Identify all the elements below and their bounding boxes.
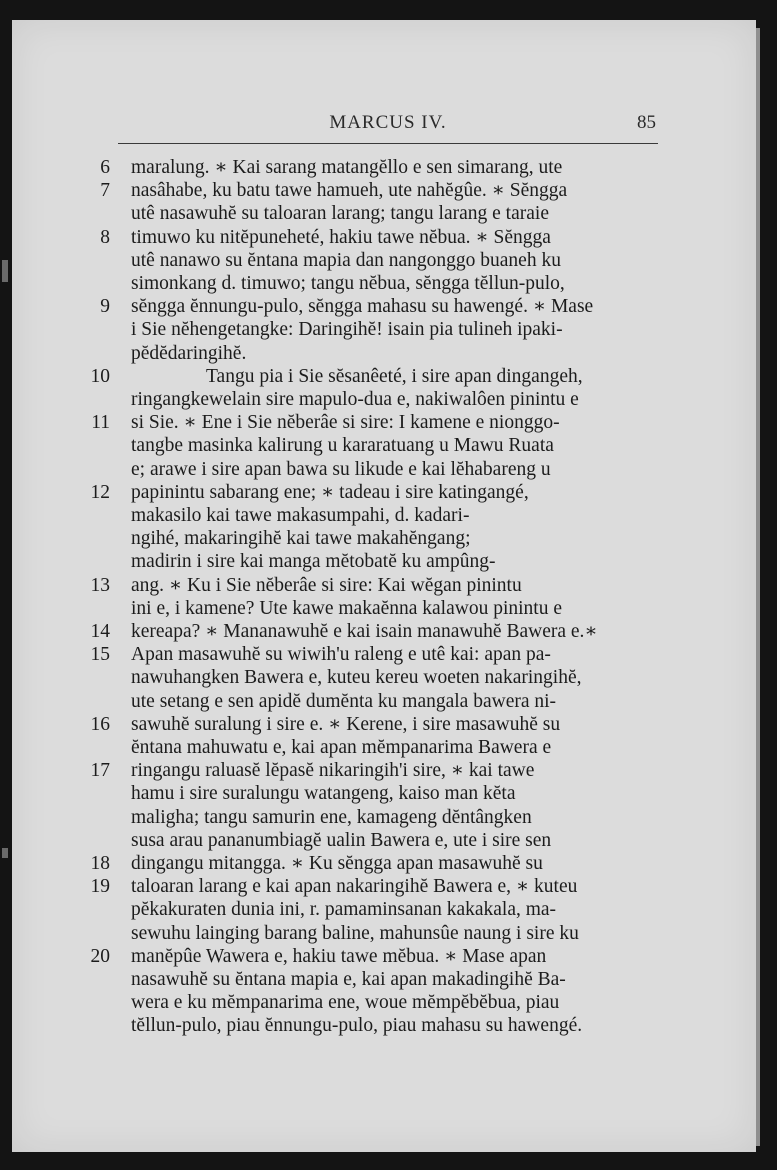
text-line bbox=[0, 156, 744, 179]
line-text: wera e ku mĕmpanarima ene, woue mĕmpĕbĕbua, piau bbox=[131, 992, 560, 1014]
text-line bbox=[0, 759, 744, 782]
text-line bbox=[0, 620, 744, 643]
text-line bbox=[0, 365, 744, 388]
line-text: susa arau pananumbiagĕ ualin Bawera e, ute i sire sen bbox=[131, 829, 552, 851]
line-text: tĕllun-pulo, piau ĕnnungu-pulo, piau mahasu su hawengé. bbox=[131, 1015, 583, 1037]
line-text: dingangu mitangga. ∗ Ku sĕngga apan masawuhĕ su bbox=[131, 853, 543, 874]
line-text: nasâhabe, ku batu tawe hamueh, ute nahĕgûe. ∗ Sĕngga bbox=[131, 180, 568, 202]
line-text: ini e, i kamene? Ute kawe makaĕnna kalawou pinintu e bbox=[131, 597, 562, 619]
text-line bbox=[0, 202, 744, 225]
line-text: ute setang e sen apidĕ dumĕnta ku mangala bawera ni- bbox=[131, 690, 557, 712]
text-line bbox=[0, 295, 744, 318]
line-text: ĕntana mahuwatu e, kai apan mĕmpanarima Bawera e bbox=[131, 737, 552, 758]
verse-number: 16 bbox=[90, 713, 110, 735]
text-line bbox=[0, 481, 744, 504]
text-line bbox=[0, 318, 744, 341]
running-header bbox=[118, 112, 658, 136]
verse-number: 12 bbox=[90, 481, 110, 503]
line-text: timuwo ku nitĕpuneheté, hakiu tawe nĕbua. ∗ Sĕngga bbox=[131, 226, 551, 248]
verse-number: 14 bbox=[90, 621, 110, 642]
line-text: hamu i sire suralungu watangeng, kaiso man kĕta bbox=[131, 783, 516, 805]
line-text: ang. ∗ Ku i Sie nĕberâe si sire: Kai wĕgan pinintu bbox=[131, 574, 522, 596]
line-text: si Sie. ∗ Ene i Sie nĕberâe si sire: I kamene e nionggo- bbox=[131, 412, 560, 434]
verse-number: 8 bbox=[100, 226, 110, 248]
running-title: MARCUS IV. bbox=[329, 112, 447, 133]
text-line bbox=[0, 179, 744, 202]
text-line bbox=[0, 272, 744, 295]
text-line bbox=[0, 388, 744, 411]
line-text: kereapa? ∗ Mananawuhĕ e kai isain manawuhĕ Bawera e.∗ bbox=[131, 621, 598, 642]
line-text: papinintu sabarang ene; ∗ tadeau i sire katingangé, bbox=[131, 481, 529, 503]
text-line bbox=[0, 434, 744, 457]
text-line bbox=[0, 458, 744, 481]
line-text: sewuhu lainging barang baline, mahunsûe naung i sire ku bbox=[131, 922, 579, 944]
line-text: taloaran larang e kai apan nakaringihĕ Bawera e, ∗ kuteu bbox=[131, 876, 578, 898]
verse-number: 18 bbox=[90, 853, 110, 874]
text-line bbox=[0, 945, 744, 968]
line-text: nawuhangken Bawera e, kuteu kereu woeten nakaringihĕ, bbox=[131, 667, 582, 689]
line-text: nasawuhĕ su ĕntana mapia e, kai apan makadingihĕ Ba- bbox=[131, 969, 566, 990]
verse-number: 20 bbox=[90, 945, 110, 967]
text-line bbox=[0, 504, 744, 527]
line-text: utê nasawuhĕ su taloaran larang; tangu larang e taraie bbox=[131, 203, 549, 225]
line-text: simonkang d. timuwo; tangu nĕbua, sĕngga tĕllun-pulo, bbox=[131, 273, 565, 294]
verse-number: 13 bbox=[90, 574, 110, 596]
line-text: ngihé, makaringihĕ kai tawe makahĕngang; bbox=[131, 528, 471, 550]
text-line bbox=[0, 226, 744, 249]
verse-number: 15 bbox=[90, 644, 110, 666]
text-line bbox=[0, 852, 744, 875]
text-line bbox=[0, 597, 744, 620]
line-text: pĕdĕdaringihĕ. bbox=[131, 342, 247, 364]
text-line bbox=[0, 527, 744, 550]
line-text: i Sie nĕhengetangke: Daringihĕ! isain pia tulineh ipaki- bbox=[131, 319, 563, 341]
line-text: sĕngga ĕnnungu-pulo, sĕngga mahasu su hawengé. ∗ Mase bbox=[131, 296, 594, 318]
line-text: sawuhĕ suralung i sire e. ∗ Kerene, i sire masawuhĕ su bbox=[131, 713, 561, 735]
line-text: malighа; tangu samurin ene, kamageng dĕntângken bbox=[131, 806, 532, 828]
text-line bbox=[0, 249, 744, 272]
verse-number: 6 bbox=[100, 157, 110, 178]
text-line bbox=[0, 898, 744, 921]
verse-number: 7 bbox=[100, 180, 110, 202]
verse-number: 10 bbox=[90, 365, 110, 387]
verse-number: 17 bbox=[90, 760, 110, 782]
line-text: manĕpûe Wawera e, hakiu tawe mĕbua. ∗ Mase apan bbox=[131, 945, 547, 967]
text-line bbox=[0, 875, 744, 898]
text-line bbox=[0, 690, 744, 713]
text-line bbox=[0, 713, 744, 736]
text-line bbox=[0, 806, 744, 829]
line-text: tangbe masinka kalirung u kararatuang u Mawu Ruata bbox=[131, 435, 554, 457]
text-line bbox=[0, 782, 744, 805]
line-text: Tangu pia i Sie sĕsanêeté, i sire apan dingangeh, bbox=[206, 365, 583, 387]
text-line bbox=[0, 968, 744, 991]
page-number: 85 bbox=[637, 112, 656, 133]
header-rule bbox=[118, 143, 658, 144]
text-line bbox=[0, 829, 744, 852]
text-line bbox=[0, 643, 744, 666]
line-text: Apan masawuhĕ su wiwih'u raleng e utê kai: apan pa- bbox=[131, 644, 551, 666]
text-line bbox=[0, 736, 744, 759]
text-line bbox=[0, 1014, 744, 1037]
line-text: makasilo kai tawe makasumpahi, d. kadari- bbox=[131, 505, 470, 526]
text-line bbox=[0, 991, 744, 1014]
line-text: maralung. ∗ Kai sarang matangĕllo e sen simarang, ute bbox=[131, 157, 563, 178]
text-line bbox=[0, 666, 744, 689]
text-line bbox=[0, 342, 744, 365]
text-line bbox=[0, 922, 744, 945]
verse-number: 9 bbox=[100, 296, 110, 318]
text-line bbox=[0, 411, 744, 434]
line-text: pĕkakuraten dunia ini, r. pamaminsanan kakakala, ma- bbox=[131, 899, 557, 921]
page-edge bbox=[756, 28, 760, 1146]
text-line bbox=[0, 550, 744, 573]
line-text: madirin i sire kai manga mĕtobatĕ ku ampûng- bbox=[131, 551, 496, 573]
verse-number: 19 bbox=[90, 876, 110, 898]
line-text: utê nanawo su ĕntana mapia dan nangonggo buaneh ku bbox=[131, 249, 561, 271]
line-text: ringangu raluasĕ lĕpasĕ nikaringih'i sire, ∗ kai tawe bbox=[131, 760, 535, 782]
verse-number: 11 bbox=[91, 412, 110, 434]
line-text: e; arawe i sire apan bawa su likude e kai lĕhabareng u bbox=[131, 458, 551, 480]
text-line bbox=[0, 574, 744, 597]
line-text: ringangkewelain sire mapulo-dua e, nakiwalôen pinintu e bbox=[131, 389, 579, 410]
